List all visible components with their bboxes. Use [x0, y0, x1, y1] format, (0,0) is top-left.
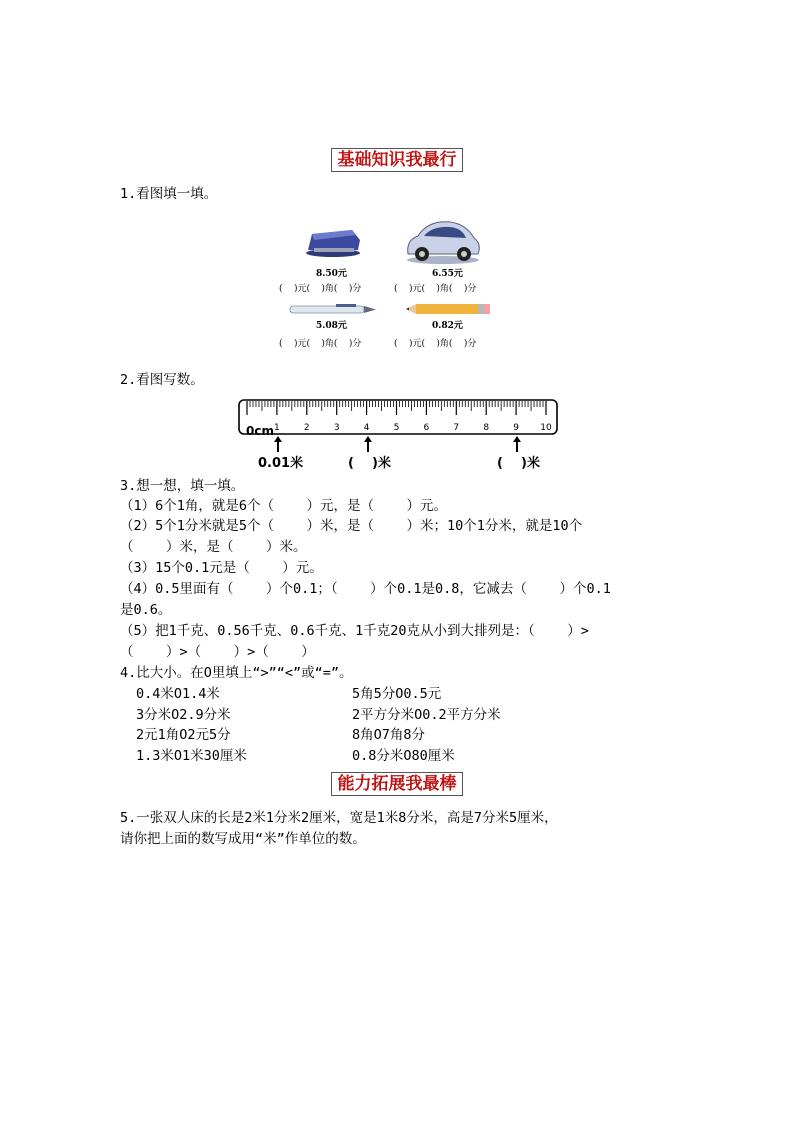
compare-item: 5角5分O0.5元	[352, 686, 442, 702]
q3-line: （4）0.5里面有（ ）个0.1；（ ）个0.1是0.8，它减去（ ）个0.1	[120, 581, 611, 597]
price-label: 8.50元	[316, 269, 347, 279]
ruler-answer-blank: ( )米	[348, 456, 391, 471]
pencil-icon	[404, 302, 492, 316]
answer-blanks: ( )元( )角( )分	[394, 284, 477, 294]
ruler-tick-label: 3	[333, 423, 340, 433]
compare-item: 3分米O2.9分米	[136, 707, 231, 723]
q3-line: （ ）米，是（ ）米。	[120, 539, 307, 555]
ruler-tick-label: 10	[540, 423, 552, 433]
q3-title: 3.想一想，填一填。	[120, 478, 245, 494]
q5-line: 请你把上面的数写成用“米”作单位的数。	[120, 831, 366, 847]
toy-car-icon	[402, 216, 484, 264]
q3-line: 是0.6。	[120, 602, 172, 618]
arrow-up-icon	[272, 436, 284, 452]
stapler-icon	[304, 220, 362, 258]
ruler-answer-blank: ( )米	[497, 456, 540, 471]
ruler-tick-label: 6	[423, 423, 430, 433]
ruler-tick-label: 1	[274, 423, 280, 433]
answer-blanks: ( )元( )角( )分	[394, 339, 477, 349]
q3-line: （1）6个1角，就是6个（ ）元，是（ ）元。	[120, 498, 448, 514]
ruler-tick-label: 7	[453, 423, 460, 433]
compare-item: 8角O7角8分	[352, 727, 426, 743]
compare-item: 0.4米O1.4米	[136, 686, 220, 702]
price-label: 6.55元	[432, 269, 463, 279]
ruler-tick-label: 5	[393, 423, 400, 433]
pen-icon	[288, 302, 378, 316]
arrow-up-icon	[511, 436, 523, 452]
q3-line: （3）15个0.1元是（ ）元。	[120, 560, 323, 576]
answer-blanks: ( )元( )角( )分	[279, 284, 362, 294]
q3-line: （ ）>（ ）>（ ）	[120, 644, 315, 660]
ruler-tick-label: 9	[513, 423, 519, 433]
arrow-up-icon	[362, 436, 374, 452]
ruler-answer-given: 0.01米	[258, 456, 304, 471]
section-title-basic: 基础知识我最行	[331, 148, 463, 172]
ruler-unit-label: 0cm	[246, 424, 274, 438]
q4-title: 4.比大小。在O里填上“>”“<”或“=”。	[120, 665, 353, 681]
answer-blanks: ( )元( )角( )分	[279, 339, 362, 349]
q2-title: 2.看图写数。	[120, 372, 204, 388]
q3-line: （2）5个1分米就是5个（ ）米，是（ ）米；10个1分米，就是10个	[120, 518, 583, 534]
compare-item: 1.3米O1米30厘米	[136, 748, 247, 764]
ruler-tick-label: 8	[483, 423, 490, 433]
price-label: 0.82元	[432, 321, 463, 331]
ruler	[236, 398, 560, 438]
q3-line: （5）把1千克、0.56千克、0.6千克、1千克20克从小到大排列是：（ ）>	[120, 623, 589, 639]
ruler-tick-label: 4	[363, 423, 370, 433]
q5-line: 5.一张双人床的长是2米1分米2厘米，宽是1米8分米，高是7分米5厘米，	[120, 810, 558, 826]
section-title-extend: 能力拓展我最棒	[331, 772, 463, 796]
compare-item: 2元1角O2元5分	[136, 727, 231, 743]
compare-item: 0.8分米O80厘米	[352, 748, 455, 764]
ruler-tick-label: 2	[303, 423, 310, 433]
price-label: 5.08元	[316, 321, 347, 331]
compare-item: 2平方分米O0.2平方分米	[352, 707, 501, 723]
q1-title: 1.看图填一填。	[120, 186, 218, 202]
